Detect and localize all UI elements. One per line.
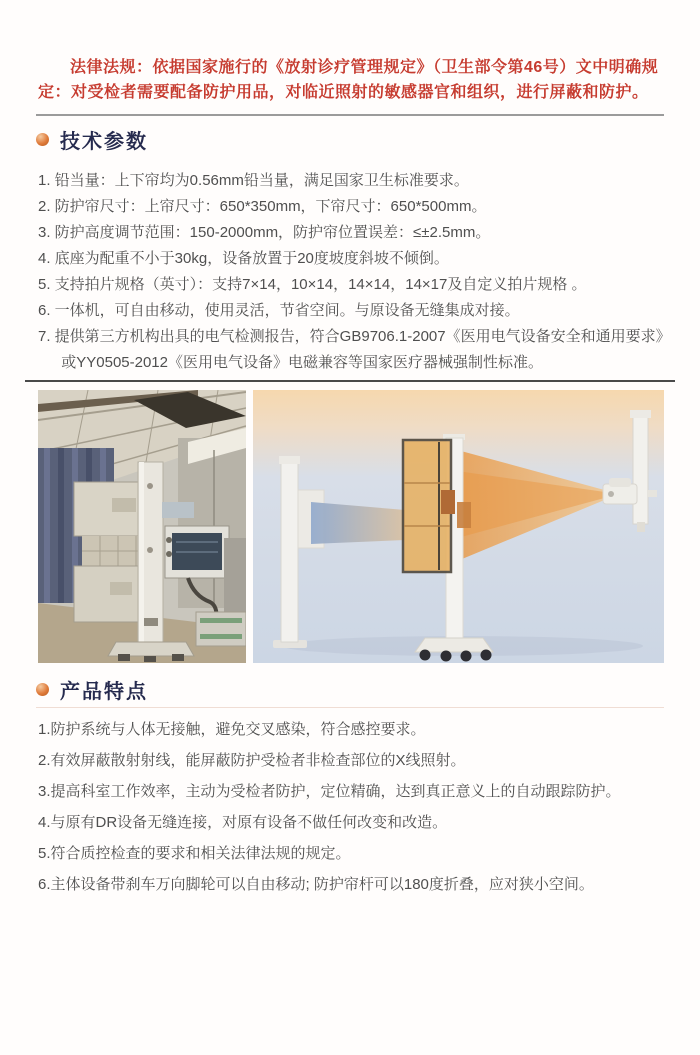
tech-item: 6. 一体机，可自由移动，使用灵活，节省空间。与原设备无缝集成对接。 (38, 302, 520, 319)
feature-item: 1.防护系统与人体无接触，避免交叉感染，符合感控要求。 (38, 721, 426, 738)
tech-item: 5. 支持拍片规格（英寸）：支持7×14，10×14，14×14，14×17及自定义拍片规格 。 (38, 276, 587, 293)
feature-item: 3.提高科室工作效率，主动为受检者防护，定位精确，达到真正意义上的自动跟踪防护。 (38, 783, 621, 800)
tech-section-header (36, 127, 700, 151)
feature-item: 2.有效屏蔽散射射线，能屏蔽防护受检者非检查部位的X线照射。 (38, 752, 466, 769)
features-section-header (36, 677, 700, 701)
feature-item: 5.符合质控检查的要求和相关法律法规的规定。 (38, 845, 351, 862)
tech-section-title: 技术参数 (60, 130, 148, 153)
feature-item: 4.与原有DR设备无缝连接，对原有设备不做任何改变和改造。 (38, 814, 448, 831)
faint-divider (36, 707, 664, 708)
installation-photo (38, 390, 246, 663)
tech-item: 2. 防护帘尺寸：上帘尺寸：650*350mm，下帘尺寸：650*500mm。 (38, 198, 487, 215)
legal-notice-text: 法律法规：依据国家施行的《放射诊疗管理规定》（卫生部令第46号）文中明确规定：对受检者需要配备防护用品，对临近照射的敏感器官和组织，进行屏蔽和防护。 (38, 59, 659, 101)
orange-sphere-bullet-icon (36, 133, 49, 146)
tech-item: 4. 底座为配重不小于30kg，设备放置于20度坡度斜坡不倾倒。 (38, 250, 449, 267)
tech-item: 1. 铅当量：上下帘均为0.56mm铅当量，满足国家卫生标准要求。 (38, 172, 469, 189)
orange-sphere-bullet-icon (36, 683, 49, 696)
product-feature-list (38, 720, 670, 895)
tech-item: 3. 防护高度调节范围：150-2000mm，防护帘位置误差：≤±2.5mm。 (38, 224, 491, 241)
product-image-row (38, 390, 700, 663)
feature-item: 6.主体设备带刹车万向脚轮可以自由移动; 防护帘杆可以180度折叠，应对狭小空间。 (38, 876, 594, 893)
section-divider (36, 114, 664, 116)
features-section-title: 产品特点 (60, 680, 148, 703)
tech-parameter-list (38, 168, 670, 376)
shielding-diagram-render (253, 390, 664, 663)
image-section-divider (25, 380, 675, 382)
tech-item: 7. 提供第三方机构出具的电气检测报告，符合GB9706.1-2007《医用电气设备安全和通用要求》或YY0505-2012《医用电气设备》电磁兼容等国家医疗器械强制性标准。 (38, 328, 664, 371)
